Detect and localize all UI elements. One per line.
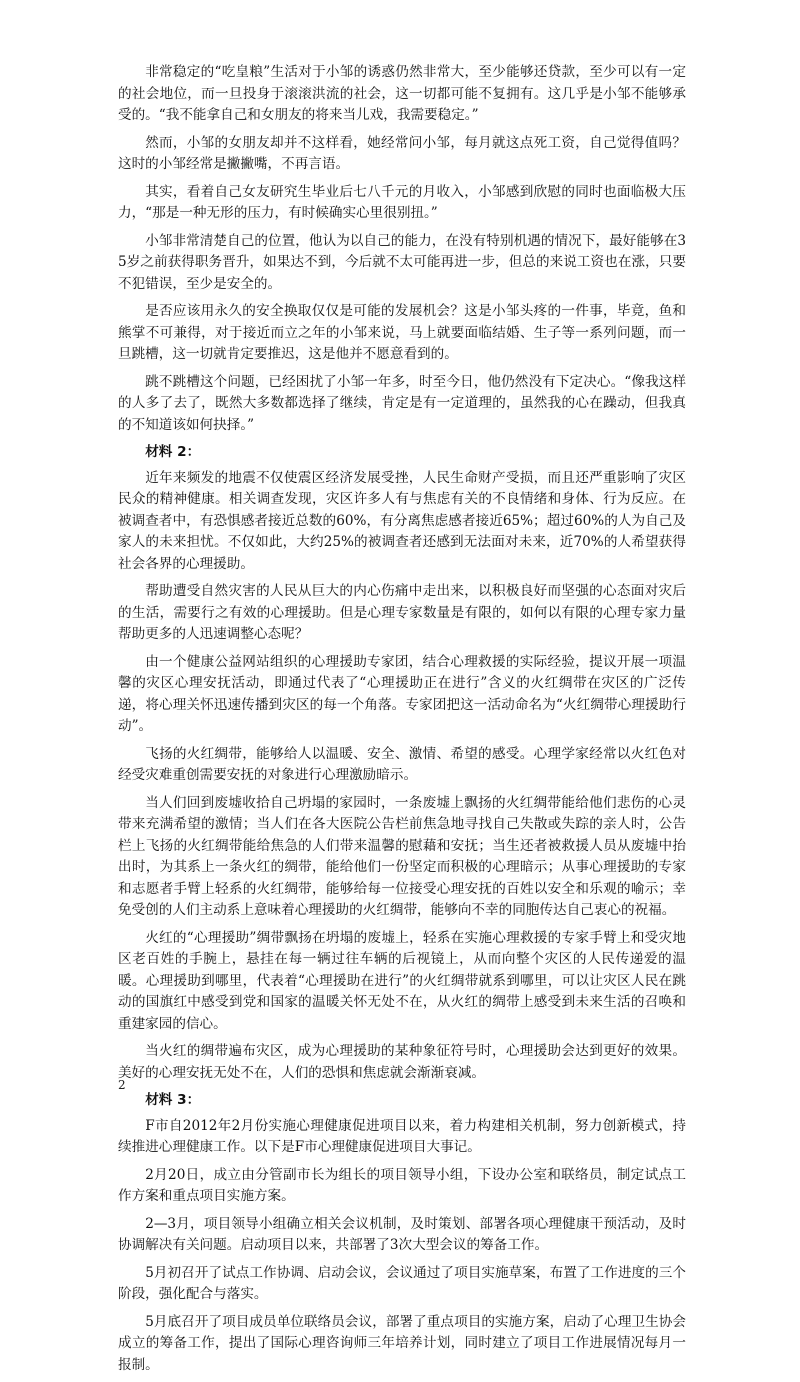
paragraph-8: 帮助遭受自然灾害的人民从巨大的内心伤痛中走出来，以积极良好而坚强的心态面对灾后的生活，需要行之有效的心理援助。但是心理专家数量是有限的，如何以有限的心理专家力量帮助更多的人迅速调整心态呢？ — [118, 583, 686, 642]
paragraph-5: 是否应该用永久的安全换取仅仅是可能的发展机会？这是小邹头疼的一件事，毕竟，鱼和熊掌不可兼得，对于接近而立之年的小邹来说，马上就要面临结婚、生子等一系列问题，而一旦跳槽，这一切就肯定要推迟，这是他并不愿意看到的。 — [118, 303, 686, 362]
paragraph-13: 当火红的绸带遍布灾区，成为心理援助的某种象征符号时，心理援助会达到更好的效果。美好的心理安抚无处不在，人们的恐惧和焦虑就会渐渐衰减。 — [118, 1043, 686, 1081]
paragraph-6: 跳不跳槽这个问题，已经困扰了小邹一年多，时至今日，他仍然没有下定决心。“像我这样的人多了去了，既然大多数都选择了继续，肯定是有一定道理的，虽然我的心在躁动，但我真的不知道该如何抉择。” — [118, 373, 686, 433]
paragraph-4: 小邹非常清楚自己的位置，他认为以自己的能力，在没有特别机遇的情况下，最好能够在35岁之前获得职务晋升，如果达不到，今后就不太可能再进一步，但总的来说工资也在涨，只要不犯错误，至少是安全的。 — [118, 232, 686, 292]
paragraph-2: 然而，小邹的女朋友却并不这样看，她经常问小邹，每月就这点死工资，自己觉得值吗？这时的小邹经常是撇撇嘴，不再言语。 — [118, 134, 686, 172]
page-number: 2 — [118, 1078, 126, 1092]
paragraph-17: 5月初召开了试点工作协调、启动会议，会议通过了项目实施草案，布置了工作进度的三个阶段，强化配合与落实。 — [118, 1264, 686, 1302]
paragraph-18: 5月底召开了项目成员单位联络员会议，部署了重点项目的实施方案，启动了心理卫生协会成立的筹备工作，提出了国际心理咨询师三年培养计划，同时建立了项目工作进展情况每月一报制。 — [118, 1313, 686, 1373]
paragraph-16: 2—3月，项目领导小组确立相关会议机制，及时策划、部署各项心理健康干预活动，及时协调解决有关问题。启动项目以来，共部署了3次大型会议的筹备工作。 — [118, 1215, 686, 1253]
paragraph-3: 其实，看着自己女友研究生毕业后七八千元的月收入，小邹感到欣慰的同时也面临极大压力，“那是一种无形的压力，有时候确实心里很别扭。” — [118, 183, 686, 221]
document-body — [118, 62, 686, 1382]
paragraph-15: 2月20日，成立由分管副市长为组长的项目领导小组，下设办公室和联络员，制定试点工作方案和重点项目实施方案。 — [118, 1166, 686, 1204]
paragraph-9: 由一个健康公益网站组织的心理援助专家团，结合心理救援的实际经验，提议开展一项温馨的灾区心理安抚活动，即通过代表了“心理援助正在进行”含义的火红绸带在灾区的广泛传递，将心理关怀迅速传播到灾区的每一个角落。专家团把这一活动命名为“火红绸带心理援助行动”。 — [118, 653, 686, 734]
paragraph-10: 飞扬的火红绸带，能够给人以温暖、安全、激情、希望的感受。心理学家经常以火红色对经受灾难重创需要安抚的对象进行心理激励暗示。 — [118, 745, 686, 783]
paragraph-1: 非常稳定的“吃皇粮”生活对于小邹的诱惑仍然非常大，至少能够还贷款，至少可以有一定的社会地位，而一旦投身于滚滚洪流的社会，这一切都可能不复拥有。这几乎是小邹不能够承受的。“我不能拿自己和女朋友的将来当儿戏，我需要稳定。” — [118, 64, 686, 123]
paragraph-11: 当人们回到废墟收拾自己坍塌的家园时，一条废墟上飘扬的火红绸带能给他们悲伤的心灵带来充满希望的激情；当人们在各大医院公告栏前焦急地寻找自己失散或失踪的亲人时，公告栏上飞扬的火红绸带能给焦急的人们带来温馨的慰藉和安抚；当生还者被救援人员从废墟中抬出时，为其系上一条火红的绸带，能给他们一份坚定而积极的心理暗示；从事心理援助的专家和志愿者手臂上轻系的火红绸带，能够给每一位接受心理安抚的百姓以安全和乐观的喻示；幸免受创的人们主动系上意味着心理援助的火红绸带，能够向不幸的同胞传达自己衷心的祝福。 — [118, 794, 686, 918]
paragraph-7: 近年来频发的地震不仅使震区经济发展受挫，人民生命财产受损，而且还严重影响了灾区民众的精神健康。相关调查发现，灾区许多人有与焦虑有关的不良情绪和身体、行为反应。在被调查者中，有恐惧感者接近总数的60%，有分离焦虑感者接近65%；超过60%的人为自己及家人的未来担忧。不仅如此，大约25%的被调查者还感到无法面对未来，近70%的人希望获得社会各界的心理援助。 — [118, 469, 686, 572]
section-heading-material-2: 材料 2： — [145, 444, 201, 460]
section-heading-material-3: 材料 3： — [145, 1092, 201, 1108]
paragraph-14: F市自2012年2月份实施心理健康促进项目以来，着力构建相关机制，努力创新模式，持续推进心理健康工作。以下是F市心理健康促进项目大事记。 — [118, 1117, 686, 1155]
paragraph-12: 火红的“心理援助”绸带飘扬在坍塌的废墟上，轻系在实施心理救援的专家手臂上和受灾地区老百姓的手腕上，悬挂在每一辆过往车辆的后视镜上，从而向整个灾区的人民传递爱的温暖。心理援助到哪里，代表着“心理援助在进行”的火红绸带就系到哪里，可以让灾区人民在跳动的国旗红中感受到党和国家的温暖关怀无处不在，从火红的绸带上感受到未来生活的召唤和重建家园的信心。 — [118, 929, 686, 1032]
